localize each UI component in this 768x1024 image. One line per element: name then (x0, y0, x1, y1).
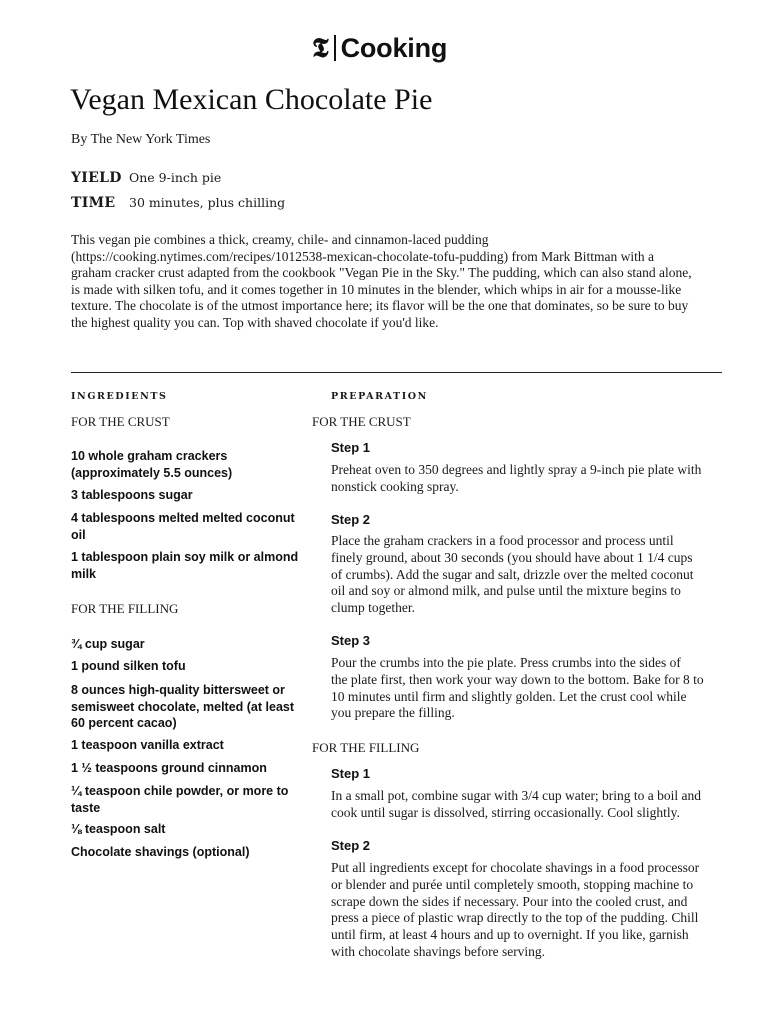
ingredient-item: 10 whole graham crackers (approximately 5.5 ounces) (71, 449, 233, 480)
ingredient-item: 1 tablespoon plain soy milk or almond milk (71, 550, 299, 581)
ingredient-item: 8 ounces high-quality bittersweet or semisweet chocolate, melted (at least 60 percent cacao) (71, 683, 295, 730)
time-row (71, 195, 285, 211)
filling-step-1-title: Step 1 (331, 766, 371, 781)
yield-row (71, 170, 221, 186)
recipe-title: Vegan Mexican Chocolate Pie (70, 83, 433, 116)
recipe-introduction: This vegan pie combines a thick, creamy, chile- and cinnamon-laced pudding (https://cooking.nytimes.com/recipes/1012538-mexican-chocolate-tofu-pudding) from Mark Bittman with a graham cracker crust adapted from the cookbook "Vegan Pie in the Sky." The pudding, which can also stand alone, is made with silken tofu, and it comes together in 10 minutes in the blender, which whips in air for a mousse-like texture. The chocolate is of the utmost importance here; its flavor will be the one that dominates, so be sure to buy the highest quality you can. Top with shaved chocolate if you'd like. (71, 232, 692, 330)
yield-label: YIELD (71, 170, 122, 186)
crust-step-3-text: Pour the crumbs into the pie plate. Press crumbs into the sides of the plate first, then work your way down to the bottom. Bake for 8 to 10 minutes until firm and slightly golden. Let the crust cool while you prepare the filling. (331, 655, 704, 721)
nyt-cooking-logo[interactable] (312, 33, 447, 63)
crust-step-2-text: Place the graham crackers in a food processor and process until finely ground, about 30 seconds (you should have about 1 1/4 cups of crumbs). Add the sugar and salt, drizzle over the melted coconut oil and soy or almond milk, and pulse until the mixture begins to clump together. (331, 533, 694, 616)
ingredient-item: ⅛ teaspoon salt (71, 822, 166, 836)
crust-step-3-title: Step 3 (331, 633, 371, 648)
crust-step-1-text: Preheat oven to 350 degrees and lightly spray a 9-inch pie plate with nonstick cooking spray. (331, 462, 702, 494)
ingredient-item: ¼ teaspoon chile powder, or more to taste (71, 784, 289, 815)
ingredient-item: ¾ cup sugar (71, 637, 145, 651)
ingredients-heading: INGREDIENTS (71, 391, 168, 402)
nyt-t-logo-icon: 𝕿 (312, 33, 329, 63)
logo-wordmark: Cooking (340, 33, 448, 63)
filling-step-2-text: Put all ingredients except for chocolate shavings in a food processor or blender and purée until completely smooth, stopping machine to scrape down the sides if necessary. Pour into the cooled crust, and press a piece of plastic wrap directly to the top of the pudding. Chill until firm, at least 4 hours and up to overnight. If you like, garnish with chocolate shavings before serving. (331, 860, 700, 959)
yield-value: One 9-inch pie (129, 170, 222, 185)
logo-divider (334, 35, 336, 61)
ingredient-item: Chocolate shavings (optional) (71, 845, 250, 859)
crust-step-1-title: Step 1 (331, 440, 371, 455)
ingredient-item: 1 pound silken tofu (71, 659, 186, 673)
section-divider (71, 372, 722, 373)
ingredient-item: 3 tablespoons sugar (71, 488, 193, 502)
time-value: 30 minutes, plus chilling (129, 195, 286, 210)
preparation-filling-label: FOR THE FILLING (312, 740, 420, 755)
byline: By The New York Times (71, 132, 211, 147)
preparation-crust-label: FOR THE CRUST (312, 414, 411, 429)
crust-step-2-title: Step 2 (331, 512, 371, 527)
time-label: TIME (71, 195, 116, 211)
ingredient-item: 1 teaspoon vanilla extract (71, 738, 224, 752)
filling-step-1-text: In a small pot, combine sugar with 3/4 cup water; bring to a boil and cook until sugar is dissolved, stirring occasionally. Cool slightly. (331, 788, 702, 820)
ingredient-item: 1 ½ teaspoons ground cinnamon (71, 761, 267, 775)
preparation-heading: PREPARATION (331, 391, 428, 402)
ingredients-filling-label: FOR THE FILLING (71, 601, 179, 616)
ingredient-item: 4 tablespoons melted melted coconut oil (71, 511, 295, 542)
filling-step-2-title: Step 2 (331, 838, 371, 853)
ingredients-crust-label: FOR THE CRUST (71, 414, 170, 429)
